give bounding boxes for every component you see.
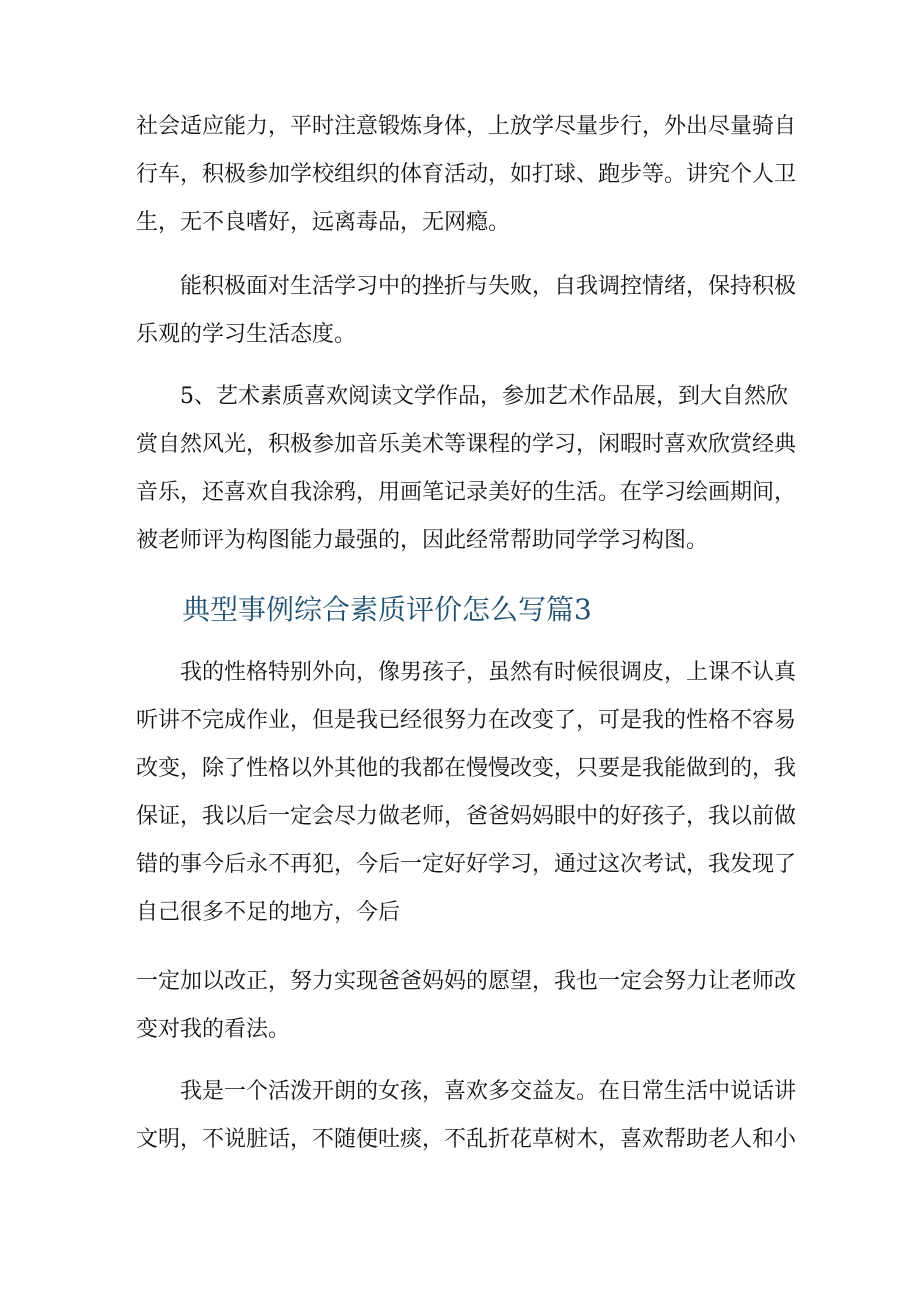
paragraph-art (136, 373, 798, 565)
text-line: 被老师评为构图能力最强的，因此经常帮助同学学习构图。 (136, 528, 709, 553)
text-line: 我的性格特别外向，像男孩子，虽然有时候很调皮，上课不认真 (136, 660, 797, 685)
paragraph-attitude (136, 263, 798, 359)
text-line: 赏自然风光，积极参加音乐美术等课程的学习，闲暇时喜欢欣赏经典 (136, 432, 797, 457)
text-line: 改变，除了性格以外其他的我都在慢慢改变，只要是我能做到的，我 (136, 756, 797, 781)
text-line: 生，无不良嗜好，远离毒品，无网瘾。 (136, 210, 511, 235)
paragraph-personality (136, 1068, 798, 1164)
text-line: 能积极面对生活学习中的挫折与失败，自我调控情绪，保持积极 (136, 274, 797, 299)
text-line: 变对我的看法。 (136, 1017, 291, 1042)
text-line: 自己很多不足的地方，今后 (136, 900, 401, 925)
text-line: 5、艺术素质喜欢阅读文学作品，参加艺术作品展，到大自然欣 (136, 384, 788, 409)
paragraph-health (136, 103, 798, 247)
text-line: 文明，不说脏话，不随便吐痰，不乱折花草树木，喜欢帮助老人和小 (136, 1127, 797, 1152)
text-line: 行车，积极参加学校组织的体育活动，如打球、跑步等。讲究个人卫 (136, 162, 797, 187)
text-line: 社会适应能力，平时注意锻炼身体，上放学尽量步行，外出尽量骑自 (136, 114, 797, 139)
text-line: 我是一个活泼开朗的女孩，喜欢多交益友。在日常生活中说话讲 (136, 1079, 797, 1104)
paragraph-character (136, 649, 798, 937)
text-line: 听讲不完成作业，但是我已经很努力在改变了，可是我的性格不容易 (136, 708, 797, 733)
text-line: 乐观的学习生活态度。 (136, 322, 357, 347)
text-line: 保证，我以后一定会尽力做老师，爸爸妈妈眼中的好孩子，我以前做 (136, 804, 797, 829)
text-line: 音乐，还喜欢自我涂鸦，用画笔记录美好的生活。在学习绘画期间， (136, 480, 797, 505)
paragraph-promise (136, 958, 798, 1054)
text-line: 错的事今后永不再犯，今后一定好好学习，通过这次考试，我发现了 (136, 852, 797, 877)
section-heading: 典型事例综合素质评价怎么写篇3 (182, 593, 592, 626)
text-line: 一定加以改正，努力实现爸爸妈妈的愿望，我也一定会努力让老师改 (136, 969, 797, 994)
